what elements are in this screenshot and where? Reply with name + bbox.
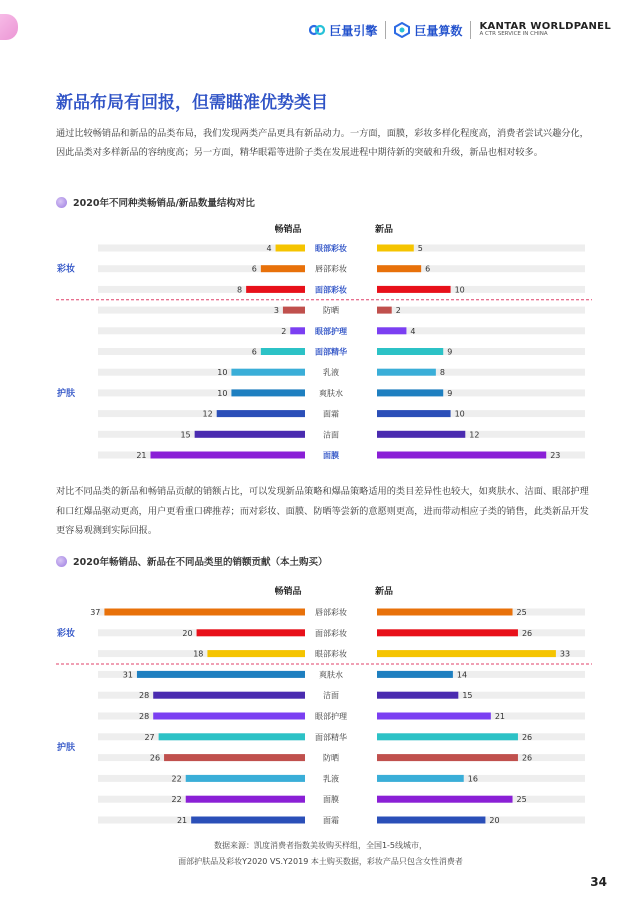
chart1-bar-bestseller xyxy=(276,245,305,252)
chart2-category-label: 面部精华 xyxy=(315,732,347,742)
chart2-right-header: 新品 xyxy=(374,587,394,597)
chart2-category-label: 爽肤水 xyxy=(319,670,343,680)
chart2-value-newproduct: 16 xyxy=(467,774,478,784)
chart1-category-label: 面部彩妆 xyxy=(315,285,347,295)
chart1-category-label: 面部精华 xyxy=(315,347,347,357)
chart2-category-label: 乳液 xyxy=(323,774,339,784)
chart1-bar-newproduct xyxy=(377,245,414,252)
chart2-bar-bestseller xyxy=(207,650,305,657)
chart2-bar-bestseller xyxy=(104,609,305,616)
chart1-value-bestseller: 21 xyxy=(136,451,147,460)
chart1-bar-bestseller xyxy=(261,348,305,355)
chart1-track-right xyxy=(377,307,585,314)
chart2-category-label: 防晒 xyxy=(323,753,339,763)
chart2-value-bestseller: 27 xyxy=(144,732,155,742)
chart2-bar-newproduct xyxy=(377,817,485,824)
chart2-title: 2020年畅销品、新品在不同品类里的销额贡献（本土购买） xyxy=(73,557,328,568)
chart1-group-label: 护肤 xyxy=(56,388,76,399)
chart1-category-label: 面霜 xyxy=(323,409,339,419)
kantar-sub-text: A CTR SERVICE IN CHINA xyxy=(479,31,548,38)
source-line-2: 面部护肤品及彩妆Y2020 VS.Y2019 本土购买数据，彩妆产品只包含女性消费者 xyxy=(178,857,463,866)
chart1-value-newproduct: 9 xyxy=(447,347,453,357)
chart2-value-bestseller: 21 xyxy=(176,816,188,825)
chart2-value-bestseller: 28 xyxy=(139,691,150,701)
chart1-value-newproduct: 23 xyxy=(550,451,561,460)
logo-divider xyxy=(385,21,386,39)
chart1-category-label: 洁面 xyxy=(323,430,339,440)
chart1-bar-newproduct xyxy=(377,327,406,334)
chart1-value-bestseller: 6 xyxy=(251,347,257,357)
chart2-bar-bestseller xyxy=(159,733,305,740)
chart1-value-bestseller: 12 xyxy=(202,409,213,419)
chart1-bar-newproduct xyxy=(377,431,465,438)
chart2-bar-bestseller xyxy=(153,692,305,699)
logo2-text: 巨量算数 xyxy=(414,23,463,38)
chart1-category-label: 爽肤水 xyxy=(319,388,343,398)
mid-paragraph: 对比不同品类的新品和畅销品贡献的销额占比，可以发现新品策略和爆品策略适用的类目差异性也较大，如爽肤水、洁面、眼部护理和口红爆品驱动更高，用户更看重口碑推荐；而对彩妆、面膜、防晒等尝新的意愿则更高，进而带动相应子类的销售，此类新品开发更容易观测到实际回报。 xyxy=(56,486,589,536)
kantar-main-text: KANTAR WORLDPANEL xyxy=(479,20,611,32)
chart1-value-bestseller: 4 xyxy=(266,244,272,253)
chart1-value-bestseller: 3 xyxy=(273,306,279,316)
chart2-value-newproduct: 20 xyxy=(489,816,500,825)
chart1-value-bestseller: 8 xyxy=(237,285,243,295)
chart2-value-newproduct: 14 xyxy=(456,670,468,680)
chart1-value-bestseller: 6 xyxy=(251,264,257,274)
chart1-category-label: 乳液 xyxy=(323,368,339,378)
chart2-bar-newproduct xyxy=(377,609,513,616)
chart1-value-newproduct: 5 xyxy=(417,244,423,253)
chart2-value-newproduct: 26 xyxy=(521,753,533,763)
chart2-category-label: 眼部护理 xyxy=(315,712,347,721)
chart2-value-bestseller: 26 xyxy=(149,753,161,763)
chart2-bar-newproduct xyxy=(377,733,518,740)
chart2-title-row xyxy=(56,554,327,568)
logo-divider xyxy=(470,21,471,39)
bullet-icon xyxy=(56,556,67,567)
chart1-value-bestseller: 2 xyxy=(281,326,287,336)
chart2-category-label: 唇部彩妆 xyxy=(315,608,347,617)
chart2-left-header: 畅销品 xyxy=(274,587,302,597)
chart1-value-bestseller: 10 xyxy=(217,388,228,398)
chart2-value-bestseller: 22 xyxy=(171,795,182,805)
chart1-bar-bestseller xyxy=(217,410,305,417)
chart2-value-bestseller: 18 xyxy=(193,649,204,659)
chart1-left-header: 畅销品 xyxy=(274,225,302,235)
chart1-track-left xyxy=(98,245,305,252)
suanshu-icon xyxy=(394,22,410,38)
chart2-bar-newproduct xyxy=(377,671,453,678)
chart2-value-newproduct: 33 xyxy=(559,649,571,659)
chart2-value-newproduct: 26 xyxy=(521,732,533,742)
chart1-value-newproduct: 8 xyxy=(439,368,445,378)
chart1-title-row xyxy=(56,195,255,209)
chart1-category-label: 眼部护理 xyxy=(315,326,347,336)
chart2-value-bestseller: 20 xyxy=(182,628,193,638)
chart1-bar-newproduct xyxy=(377,369,436,376)
chart1-bar-newproduct xyxy=(377,265,421,272)
chart2-bar-newproduct xyxy=(377,650,556,657)
chart1-bar-bestseller xyxy=(261,265,305,272)
chart1-right-header: 新品 xyxy=(374,225,394,235)
chart2-bar-bestseller xyxy=(186,796,305,803)
source-line-1: 数据来源：凯度消费者指数美妆购买样组，全国1-5线城市， xyxy=(213,841,428,850)
oceanengine-logo xyxy=(309,22,377,39)
chart2-value-newproduct: 25 xyxy=(516,795,527,805)
chart1-category-label: 面膜 xyxy=(323,451,339,460)
chart1-bar-bestseller xyxy=(246,286,305,293)
oceanengine-icon xyxy=(309,22,325,38)
chart1-track-right xyxy=(377,327,585,334)
page-number: 34 xyxy=(590,875,607,889)
chart2-value-bestseller: 31 xyxy=(122,670,133,680)
chart1-category-label: 唇部彩妆 xyxy=(315,264,347,274)
chart1-value-bestseller: 10 xyxy=(217,368,228,378)
chart1-category-label: 眼部彩妆 xyxy=(315,244,347,253)
chart1-value-newproduct: 9 xyxy=(447,388,453,398)
chart1-value-newproduct: 10 xyxy=(454,409,465,419)
chart2-bar-newproduct xyxy=(377,692,458,699)
chart2-value-newproduct: 26 xyxy=(521,628,533,638)
chart1-category-label: 防晒 xyxy=(323,306,339,316)
chart1-value-newproduct: 4 xyxy=(410,326,416,336)
chart2-value-bestseller: 37 xyxy=(90,608,101,617)
chart2-svg xyxy=(0,574,641,830)
chart2-bar-bestseller xyxy=(164,754,305,761)
chart2-value-bestseller: 28 xyxy=(139,712,150,721)
chart2-category-label: 洁面 xyxy=(323,691,339,701)
chart1-bar-bestseller xyxy=(195,431,305,438)
chart1-value-newproduct: 6 xyxy=(425,264,431,274)
page-title: 新品布局有回报，但需瞄准优势类目 xyxy=(56,93,328,113)
chart1-bar-newproduct xyxy=(377,307,392,314)
chart1-bar-bestseller xyxy=(290,327,305,334)
chart2-bar-newproduct xyxy=(377,796,513,803)
chart2-bar-bestseller xyxy=(197,629,305,636)
suanshu-logo xyxy=(394,22,462,39)
chart2-bar-bestseller xyxy=(137,671,305,678)
chart1-bar-newproduct xyxy=(377,452,546,459)
chart1-bar-newproduct xyxy=(377,348,443,355)
corner-decoration xyxy=(0,14,18,40)
chart1-bar-bestseller xyxy=(283,307,305,314)
chart2-bar-bestseller xyxy=(153,713,305,720)
chart1-bar-bestseller xyxy=(231,369,305,376)
chart1-svg xyxy=(0,215,641,470)
chart1-value-bestseller: 15 xyxy=(180,430,191,440)
chart2-value-bestseller: 22 xyxy=(171,774,182,784)
chart2-value-newproduct: 15 xyxy=(462,691,473,701)
chart1-value-newproduct: 12 xyxy=(469,430,480,440)
chart2-value-newproduct: 25 xyxy=(516,608,527,617)
chart1-bar-bestseller xyxy=(151,452,306,459)
chart2-value-newproduct: 21 xyxy=(494,712,506,721)
chart2-bar-newproduct xyxy=(377,775,464,782)
chart2-category-label: 面部彩妆 xyxy=(315,628,347,638)
chart2-bar-newproduct xyxy=(377,754,518,761)
chart1-bar-bestseller xyxy=(231,389,305,396)
chart1-bar-newproduct xyxy=(377,286,451,293)
chart2-group-label: 护肤 xyxy=(56,743,76,754)
chart2-bar-newproduct xyxy=(377,713,491,720)
kantar-logo xyxy=(479,22,611,38)
intro-paragraph: 通过比较畅销品和新品的品类布局，我们发现两类产品更具有新品动力。一方面，面膜，彩妆多样化程度高，消费者尝试兴趣分化，因此品类对多样新品的容纳度高；另一方面，精华眼霜等进阶子类在发展进程中期待新的突破和升级，新品也相对较多。 xyxy=(56,128,589,158)
chart2-category-label: 面霜 xyxy=(323,816,339,825)
chart2-bar-bestseller xyxy=(191,817,305,824)
chart1-bar-newproduct xyxy=(377,389,443,396)
chart2-bar-bestseller xyxy=(186,775,305,782)
chart2-bar-newproduct xyxy=(377,629,518,636)
chart2-category-label: 面膜 xyxy=(323,795,339,805)
chart1-value-newproduct: 10 xyxy=(454,285,465,295)
chart1-bar-newproduct xyxy=(377,410,451,417)
chart1-title: 2020年不同种类畅销品/新品数量结构对比 xyxy=(73,198,255,209)
chart1-group-label: 彩妆 xyxy=(56,264,76,275)
bullet-icon xyxy=(56,197,67,208)
logo1-text: 巨量引擎 xyxy=(329,23,378,38)
chart1-track-left xyxy=(98,327,305,334)
chart1-value-newproduct: 2 xyxy=(395,306,401,316)
chart2-category-label: 眼部彩妆 xyxy=(315,649,347,659)
header-logos xyxy=(309,18,611,42)
chart2-group-label: 彩妆 xyxy=(56,628,76,639)
